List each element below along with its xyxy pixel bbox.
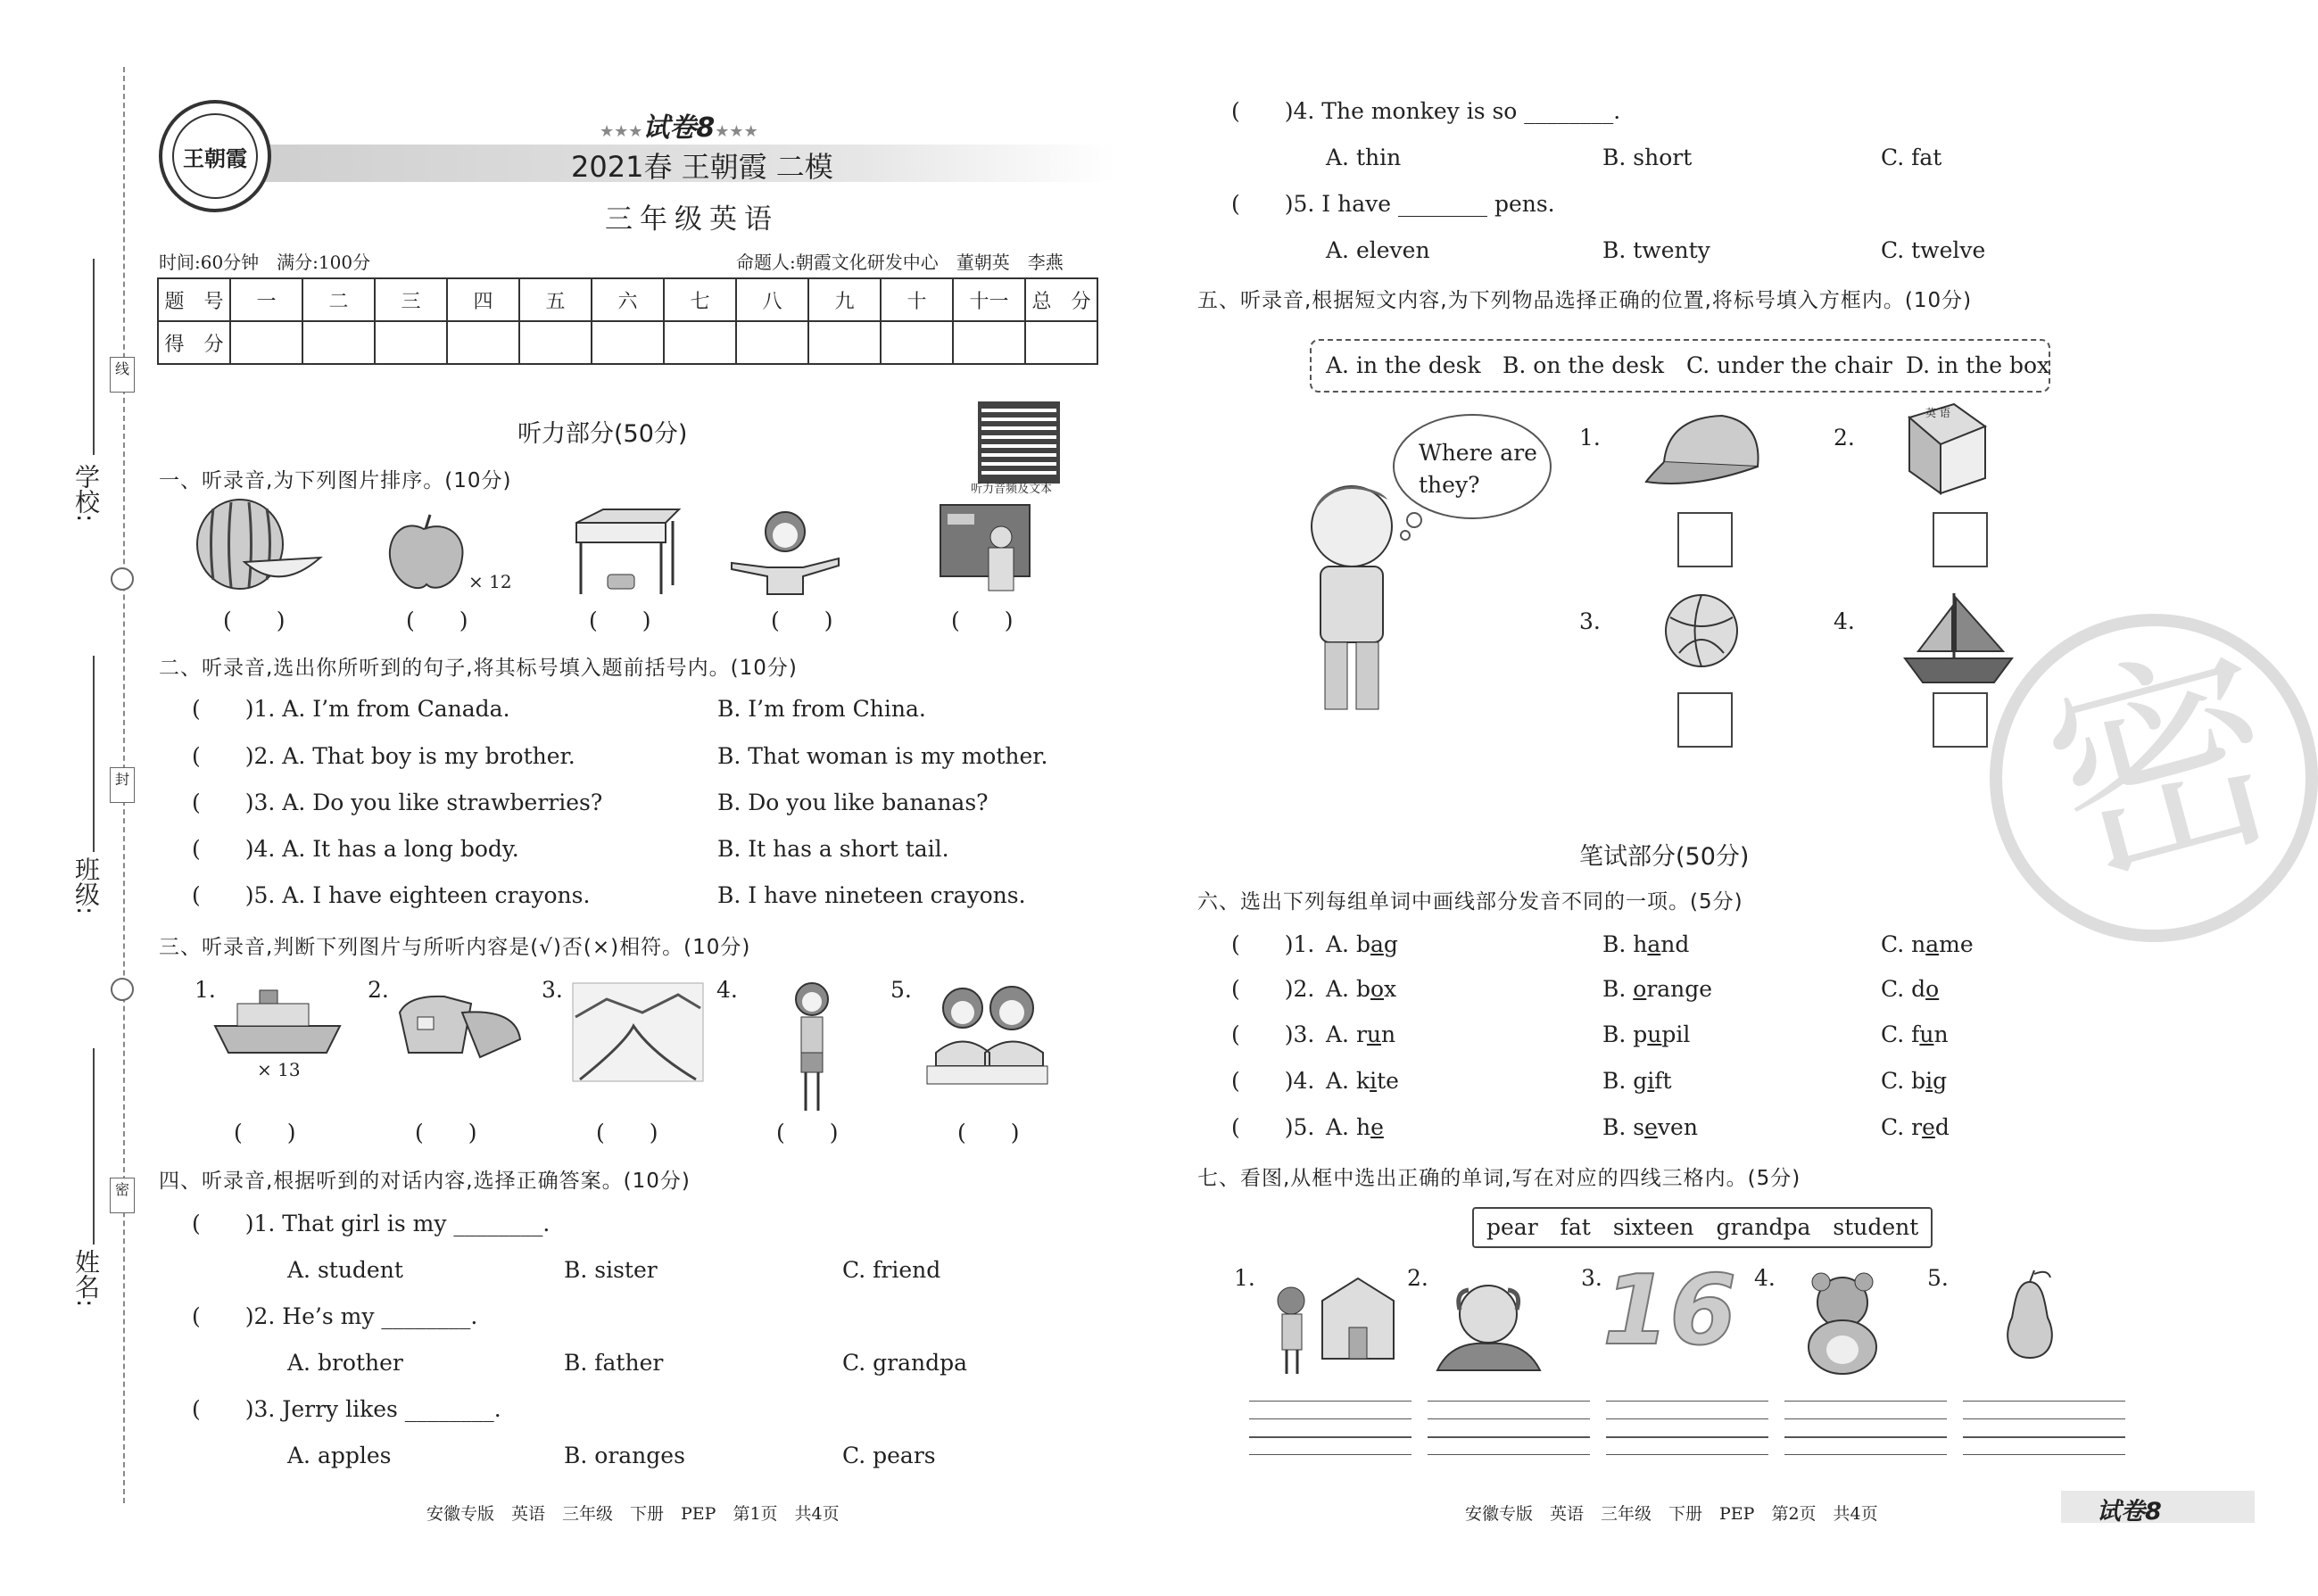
option-c[interactable]: C. friend [842, 1257, 941, 1283]
qr-code[interactable] [978, 401, 1060, 484]
score-cell: 五 [519, 278, 592, 321]
option-a[interactable]: A. kite [1326, 1068, 1399, 1094]
class-blank[interactable] [93, 656, 95, 852]
option-b[interactable]: B. father [564, 1350, 664, 1376]
answer-blank[interactable]: ( ) [776, 1120, 839, 1145]
writing-lines[interactable] [1249, 1401, 1411, 1456]
qr-caption: 听力音频及文本 [971, 483, 1053, 496]
question-row[interactable]: ( )5. A. I have eighteen crayons. [192, 882, 591, 908]
thinking-boy-picture [1285, 473, 1419, 718]
score-input[interactable] [881, 321, 953, 364]
score-input[interactable] [447, 321, 519, 364]
teacher-picture [937, 501, 1035, 595]
section-6-title: 六、选出下列每组单词中画线部分发音不同的一项。(5分) [1197, 890, 1743, 914]
score-cell: 二 [302, 278, 375, 321]
option-a[interactable]: A. student [287, 1257, 403, 1283]
option-c[interactable]: C. name [1881, 931, 1974, 957]
writing-lines[interactable] [1784, 1401, 1947, 1456]
score-cell: 八 [736, 278, 808, 321]
subject-title: 三年级英语 [605, 203, 779, 236]
location-option: B. on the desk [1503, 352, 1665, 378]
writing-lines[interactable] [1606, 1401, 1768, 1456]
listening-title: 听力部分(50分) [517, 420, 688, 448]
option-c[interactable]: C. pears [842, 1443, 936, 1468]
option-a[interactable]: A. apples [287, 1443, 392, 1468]
score-header-row [158, 278, 1097, 321]
name-label: 姓名: [71, 1249, 101, 1308]
answer-blank[interactable]: ( ) [951, 608, 1014, 633]
writing-lines[interactable] [1963, 1401, 2125, 1456]
option-c[interactable]: C. fun [1881, 1021, 1949, 1047]
section-1-title: 一、听录音,为下列图片排序。(10分) [159, 469, 512, 492]
item-number: 3. [1581, 1265, 1602, 1291]
school-blank[interactable] [93, 259, 95, 455]
option-a[interactable]: A. thin [1326, 145, 1402, 170]
section-4-title: 四、听录音,根据听到的对话内容,选择正确答案。(10分) [159, 1170, 691, 1193]
boat-count: × 13 [257, 1059, 301, 1080]
name-blank[interactable] [93, 1048, 95, 1245]
option-b[interactable]: B. That woman is my mother. [717, 743, 1048, 769]
option-b[interactable]: B. pupil [1602, 1021, 1691, 1047]
writing-lines[interactable] [1428, 1401, 1590, 1456]
option-a[interactable]: A. bag [1326, 931, 1398, 957]
option-b[interactable]: B. I’m from China. [717, 696, 926, 722]
time-info: 时间:60分钟 满分:100分 [159, 252, 371, 273]
location-option: C. under the chair [1686, 352, 1892, 378]
ring-icon [111, 567, 134, 591]
question-row[interactable]: ( )1. That girl is my ________. [192, 1211, 551, 1236]
item-number: 4. [1834, 608, 1855, 634]
watermelon-picture [191, 495, 325, 593]
girl-picture [785, 977, 839, 1115]
score-row-label: 得 分 [158, 321, 230, 364]
item-number: 2. [368, 977, 389, 1003]
option-c[interactable]: C. do [1881, 976, 1940, 1002]
seal-feng-mark: 封 [110, 767, 135, 803]
question-row[interactable]: ( )2. [1231, 976, 1315, 1002]
student-school-picture [1260, 1274, 1394, 1377]
grandpa-picture [1433, 1274, 1544, 1372]
girl-arms-picture [727, 505, 843, 599]
item-number: 1. [195, 977, 216, 1003]
option-b[interactable]: B. sister [564, 1257, 658, 1283]
score-cell: 六 [592, 278, 664, 321]
score-input[interactable] [375, 321, 447, 364]
score-cell: 十一 [953, 278, 1025, 321]
option-b[interactable]: B. I have nineteen crayons. [717, 882, 1026, 908]
option-a[interactable]: A. box [1326, 976, 1397, 1002]
score-cell: 题 号 [158, 278, 230, 321]
question-row[interactable]: ( )2. He’s my ________. [192, 1303, 478, 1329]
question-row[interactable]: ( )4. The monkey is so ________. [1231, 98, 1621, 124]
score-input[interactable] [519, 321, 592, 364]
word-box: pear fat sixteen grandpa student [1472, 1207, 1933, 1248]
answer-box[interactable] [1933, 692, 1988, 748]
answer-box[interactable] [1677, 692, 1733, 748]
score-input[interactable] [808, 321, 881, 364]
ball-picture [1661, 591, 1742, 671]
section-7-title: 七、看图,从框中选出正确的单词,写在对应的四线三格内。(5分) [1197, 1167, 1801, 1190]
answer-blank[interactable]: ( ) [771, 608, 833, 633]
apple-picture [384, 513, 473, 593]
great-wall-picture [571, 981, 705, 1084]
ring-icon [111, 978, 134, 1001]
item-number: 4. [1754, 1265, 1776, 1291]
score-input[interactable] [592, 321, 664, 364]
option-c[interactable]: C. twelve [1881, 237, 1986, 263]
score-input[interactable] [1025, 321, 1097, 364]
option-c[interactable]: C. grandpa [842, 1350, 968, 1376]
seal-mi-mark: 密 [110, 1178, 135, 1213]
footer-right: 安徽专版 英语 三年级 下册 PEP 第2页 共4页 [1465, 1504, 1878, 1524]
boat-picture [211, 986, 344, 1057]
question-row[interactable]: ( )5. I have ________ pens. [1231, 191, 1555, 217]
footer-tag: 试卷8 [2097, 1498, 2162, 1526]
score-cell: 一 [230, 278, 302, 321]
item-number: 4. [716, 977, 738, 1003]
exam-title: 2021春 王朝霞 二模 [571, 150, 833, 184]
authors: 命题人:朝霞文化研发中心 董朝英 李燕 [736, 252, 1064, 273]
option-a[interactable]: A. he [1326, 1114, 1384, 1140]
answer-blank[interactable]: ( ) [415, 1120, 477, 1145]
item-number: 2. [1834, 425, 1855, 451]
score-cell: 九 [808, 278, 881, 321]
footer-left: 安徽专版 英语 三年级 下册 PEP 第1页 共4页 [426, 1504, 840, 1524]
answer-blank[interactable]: ( ) [406, 608, 468, 633]
question-row[interactable]: ( )4. [1231, 1068, 1315, 1094]
fat-bear-picture [1798, 1271, 1887, 1377]
score-input[interactable] [664, 321, 736, 364]
option-b[interactable]: B. short [1602, 145, 1693, 170]
bag-picture [391, 986, 525, 1066]
question-row[interactable]: ( )1. [1231, 931, 1315, 957]
answer-blank[interactable]: ( ) [234, 1120, 296, 1145]
score-cell: 总 分 [1025, 278, 1097, 321]
score-cell: 三 [375, 278, 447, 321]
option-b[interactable]: B. Do you like bananas? [717, 790, 989, 815]
bubble-text: Where are they? [1419, 440, 1537, 498]
score-cell: 十 [881, 278, 953, 321]
score-table [157, 277, 1098, 365]
cap-picture [1642, 409, 1771, 493]
sailboat-picture [1900, 589, 2016, 687]
question-row[interactable]: ( )4. A. It has a long body. [192, 836, 519, 862]
series-label: ★★★试卷8★★★ [600, 112, 758, 144]
option-c[interactable]: C. big [1881, 1068, 1948, 1094]
option-b[interactable]: B. gift [1602, 1068, 1672, 1094]
answer-blank[interactable]: ( ) [589, 608, 651, 633]
score-input-row [158, 321, 1097, 364]
question-row[interactable]: ( )3. A. Do you like strawberries? [192, 790, 603, 815]
answer-blank[interactable]: ( ) [223, 608, 286, 633]
question-row[interactable]: ( )5. [1231, 1114, 1315, 1140]
option-b[interactable]: B. twenty [1602, 237, 1710, 263]
section-5-title: 五、听录音,根据短文内容,为下列物品选择正确的位置,将标号填入方框内。(10分) [1197, 289, 1973, 312]
score-input[interactable] [302, 321, 375, 364]
item-number: 3. [542, 977, 563, 1003]
answer-box[interactable] [1933, 512, 1988, 567]
option-a[interactable]: A. brother [287, 1350, 403, 1376]
location-option: D. in the box [1906, 352, 2050, 378]
brand-logo: 王朝霞 [159, 100, 271, 212]
question-row[interactable]: ( )1. A. I’m from Canada. [192, 696, 510, 722]
answer-box[interactable] [1677, 512, 1733, 567]
option-c[interactable]: C. fat [1881, 145, 1942, 170]
option-b[interactable]: B. oranges [564, 1443, 685, 1468]
question-row[interactable]: ( )3. [1231, 1021, 1315, 1047]
option-a[interactable]: A. run [1326, 1021, 1396, 1047]
writing-title: 笔试部分(50分) [1579, 843, 1750, 871]
secret-seal-character: 密 [2022, 612, 2306, 922]
option-b[interactable]: B. seven [1602, 1114, 1698, 1140]
section-2-title: 二、听录音,选出你所听到的句子,将其标号填入题前括号内。(10分) [159, 657, 798, 680]
option-b[interactable]: B. orange [1602, 976, 1713, 1002]
location-option: A. in the desk [1326, 352, 1481, 378]
item-number: 5. [890, 977, 912, 1003]
class-label: 班级: [71, 856, 101, 915]
item-number: 2. [1407, 1265, 1428, 1291]
item-number: 1. [1234, 1265, 1255, 1291]
seal-line-mark: 线 [110, 357, 135, 393]
score-cell: 七 [664, 278, 736, 321]
pear-picture [1999, 1269, 2061, 1362]
score-input[interactable] [736, 321, 808, 364]
score-cell: 四 [447, 278, 519, 321]
option-c[interactable]: C. red [1881, 1114, 1950, 1140]
school-label: 学校: [71, 464, 101, 523]
apple-count: × 12 [468, 571, 512, 592]
item-number: 5. [1927, 1265, 1949, 1291]
score-input[interactable] [230, 321, 302, 364]
option-b[interactable]: B. hand [1602, 931, 1690, 957]
option-a[interactable]: A. eleven [1326, 237, 1430, 263]
item-number: 3. [1579, 608, 1601, 634]
answer-blank[interactable]: ( ) [957, 1120, 1020, 1145]
score-input[interactable] [953, 321, 1025, 364]
option-b[interactable]: B. It has a short tail. [717, 836, 949, 862]
desk-picture [567, 505, 683, 599]
question-row[interactable]: ( )2. A. That boy is my brother. [192, 743, 575, 769]
answer-blank[interactable]: ( ) [596, 1120, 658, 1145]
section-3-title: 三、听录音,判断下列图片与所听内容是(√)否(×)相符。(10分) [159, 936, 751, 959]
two-girls-picture [923, 977, 1052, 1088]
book-label: 英 语 [1925, 407, 1950, 419]
item-number: 1. [1579, 425, 1601, 451]
question-row[interactable]: ( )3. Jerry likes ________. [192, 1396, 501, 1422]
sixteen-picture: 16 [1602, 1255, 1737, 1367]
